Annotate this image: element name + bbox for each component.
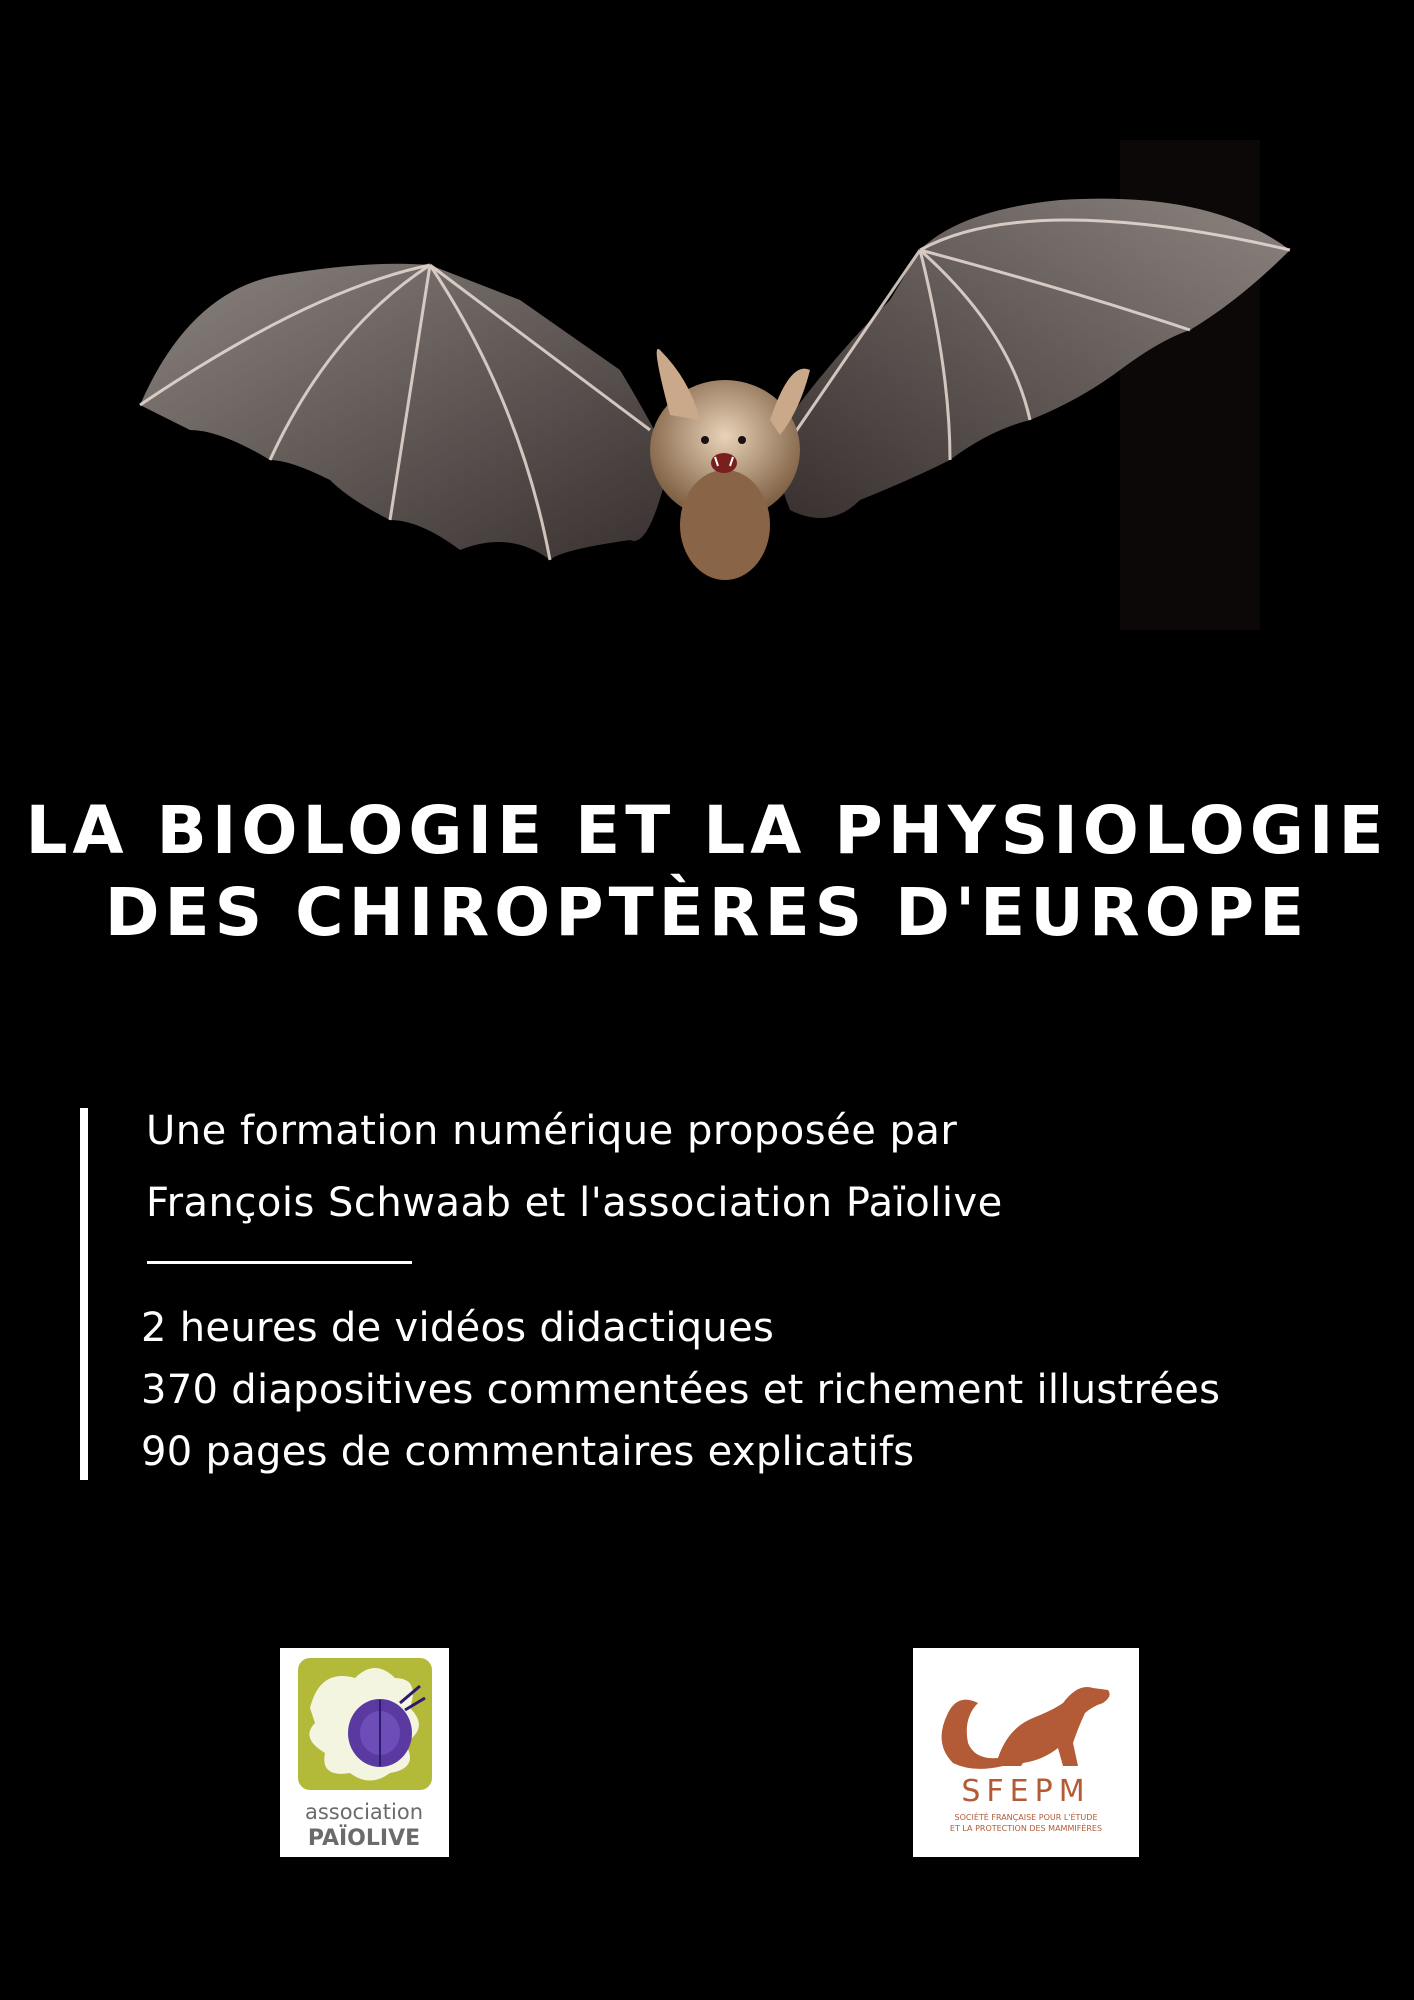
sfepm-logo-graphic xyxy=(913,1648,1139,1857)
paiolive-logo-line-2: PAÏOLIVE xyxy=(307,1826,421,1851)
paiolive-logo-line-1: association xyxy=(304,1800,424,1824)
sfepm-logo-name: SFEPM xyxy=(961,1774,1091,1809)
intro-line-1: Une formation numérique proposée par xyxy=(146,1108,958,1154)
intro-line-2: François Schwaab et l'association Païolive xyxy=(146,1180,1003,1226)
feature-item: 2 heures de vidéos didactiques xyxy=(141,1305,775,1351)
title-line-1: LA BIOLOGIE ET LA PHYSIOLOGIE xyxy=(25,792,1389,869)
sfepm-logo xyxy=(913,1648,1139,1857)
vertical-accent-bar xyxy=(80,1108,88,1480)
intro-text xyxy=(146,1095,1003,1239)
feature-item: 370 diapositives commentées et richement illustrées xyxy=(141,1367,1221,1413)
feature-item: 90 pages de commentaires explicatifs xyxy=(141,1429,915,1475)
bat-photo xyxy=(130,130,1330,650)
paiolive-logo xyxy=(280,1648,449,1857)
sfepm-logo-line-1: SOCIÉTÉ FRANÇAISE POUR L'ÉTUDE xyxy=(954,1813,1098,1822)
page-title xyxy=(0,790,1414,954)
title-line-2: DES CHIROPTÈRES D'EUROPE xyxy=(104,874,1310,951)
feature-list xyxy=(141,1297,1220,1483)
sfepm-logo-line-2: ET LA PROTECTION DES MAMMIFÈRES xyxy=(949,1824,1103,1833)
paiolive-logo-graphic xyxy=(280,1648,449,1857)
divider xyxy=(147,1261,412,1264)
